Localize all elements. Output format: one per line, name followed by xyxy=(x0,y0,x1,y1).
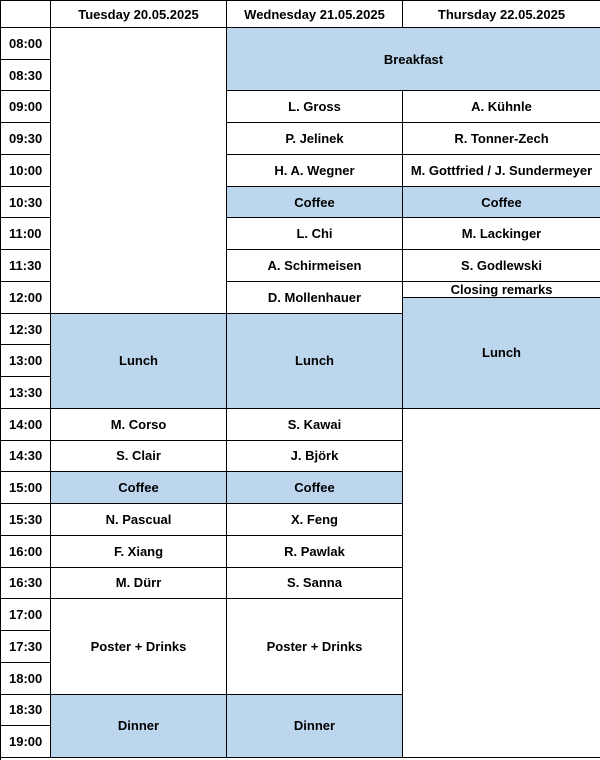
talk-cell: N. Pascual xyxy=(51,504,227,536)
time-slot: 17:30 xyxy=(1,631,51,663)
talk-cell: X. Feng xyxy=(227,504,403,536)
header-corner xyxy=(1,1,51,28)
break-cell: Lunch xyxy=(403,298,600,409)
time-slot: 19:00 xyxy=(1,726,51,758)
talk-cell: R. Pawlak xyxy=(227,536,403,568)
talk-cell: S. Sanna xyxy=(227,568,403,600)
talk-cell: A. Schirmeisen xyxy=(227,250,403,282)
break-cell: Coffee xyxy=(51,472,227,504)
time-slot: 12:00 xyxy=(1,282,51,314)
talk-cell: A. Kühnle xyxy=(403,91,600,123)
header-day: Tuesday 20.05.2025 xyxy=(51,1,227,28)
talk-cell: M. Lackinger xyxy=(403,218,600,250)
time-slot: 08:30 xyxy=(1,60,51,92)
time-slot: 14:00 xyxy=(1,409,51,441)
break-cell: Coffee xyxy=(227,187,403,219)
time-slot: 16:00 xyxy=(1,536,51,568)
time-slot: 16:30 xyxy=(1,568,51,600)
break-cell: Lunch xyxy=(227,314,403,409)
talk-cell: S. Clair xyxy=(51,441,227,473)
break-cell: Coffee xyxy=(227,472,403,504)
talk-cell: Poster + Drinks xyxy=(227,599,403,694)
talk-cell: F. Xiang xyxy=(51,536,227,568)
time-slot: 18:30 xyxy=(1,695,51,727)
time-slot: 15:30 xyxy=(1,504,51,536)
talk-cell: D. Mollenhauer xyxy=(227,282,403,314)
time-slot: 13:30 xyxy=(1,377,51,409)
breakfast-cell: Breakfast xyxy=(227,28,600,91)
time-slot: 08:00 xyxy=(1,28,51,60)
time-slot: 11:00 xyxy=(1,218,51,250)
header-day: Thursday 22.05.2025 xyxy=(403,1,600,28)
time-slot: 10:00 xyxy=(1,155,51,187)
time-slot: 09:30 xyxy=(1,123,51,155)
talk-cell: R. Tonner-Zech xyxy=(403,123,600,155)
talk-cell: J. Björk xyxy=(227,441,403,473)
header-day: Wednesday 21.05.2025 xyxy=(227,1,403,28)
time-slot: 11:30 xyxy=(1,250,51,282)
break-cell: Dinner xyxy=(227,695,403,758)
time-slot: 13:00 xyxy=(1,345,51,377)
talk-cell: S. Kawai xyxy=(227,409,403,441)
talk-cell: S. Godlewski xyxy=(403,250,600,282)
talk-cell: H. A. Wegner xyxy=(227,155,403,187)
break-cell: Lunch xyxy=(51,314,227,409)
time-slot: 12:30 xyxy=(1,314,51,346)
talk-cell: L. Chi xyxy=(227,218,403,250)
talk-cell: Closing remarks xyxy=(403,282,600,298)
talk-cell: M. Gottfried / J. Sundermeyer xyxy=(403,155,600,187)
time-slot: 18:00 xyxy=(1,663,51,695)
time-slot: 14:30 xyxy=(1,441,51,473)
talk-cell: P. Jelinek xyxy=(227,123,403,155)
talk-cell: M. Corso xyxy=(51,409,227,441)
talk-cell: L. Gross xyxy=(227,91,403,123)
break-cell: Coffee xyxy=(403,187,600,219)
empty-slot xyxy=(51,28,227,314)
time-slot: 17:00 xyxy=(1,599,51,631)
time-slot: 09:00 xyxy=(1,91,51,123)
break-cell: Dinner xyxy=(51,695,227,758)
talk-cell: Poster + Drinks xyxy=(51,599,227,694)
empty-slot xyxy=(403,409,600,758)
talk-cell: M. Dürr xyxy=(51,568,227,600)
time-slot: 15:00 xyxy=(1,472,51,504)
time-slot: 10:30 xyxy=(1,187,51,219)
